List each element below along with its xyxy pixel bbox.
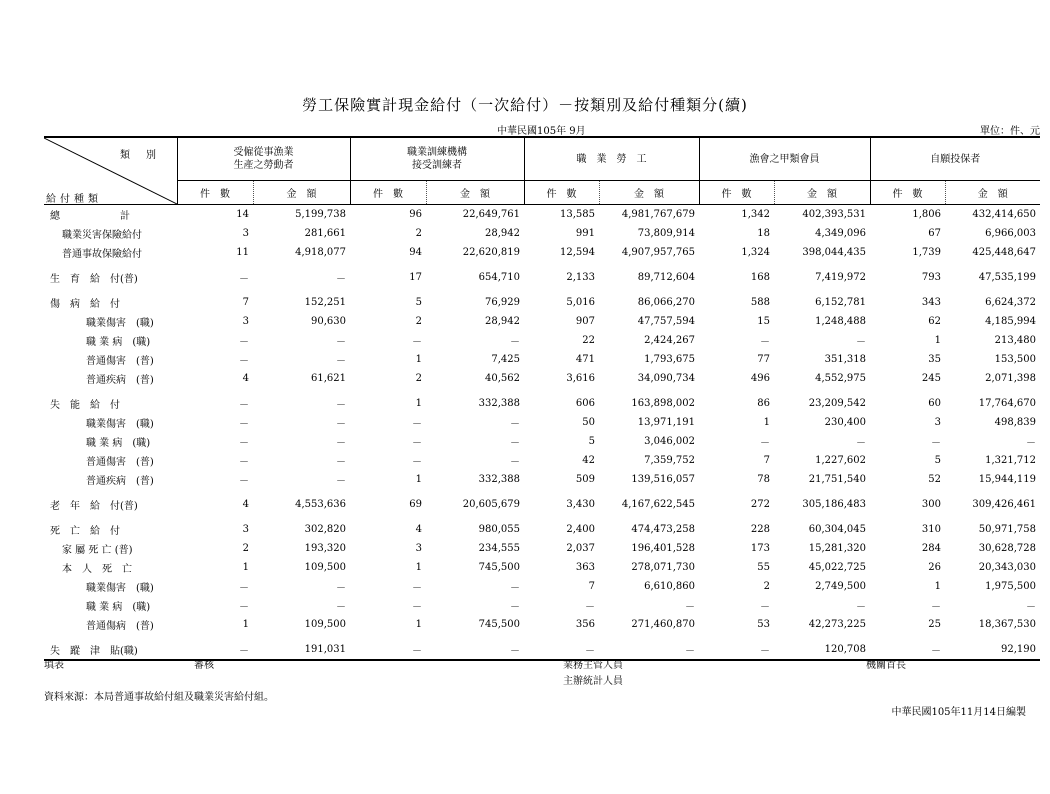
table-row (44, 394, 1040, 413)
amount-cell: 1,975,500 (985, 581, 1036, 592)
row-label: 普通疾病 (普) (86, 476, 154, 487)
amount-cell: 4,553,636 (295, 499, 346, 510)
amount-cell: 281,661 (304, 228, 346, 239)
amount-cell: 5,199,738 (295, 209, 346, 220)
amount-header: 金 額 (426, 181, 524, 205)
count-cell: 35 (928, 354, 941, 365)
amount-cell: 86,066,270 (637, 297, 695, 308)
amount-cell: 1,227,602 (815, 455, 866, 466)
amount-cell: － (336, 602, 346, 613)
amount-cell: 22,620,819 (462, 247, 520, 258)
amount-cell: 30,628,728 (978, 543, 1036, 554)
amount-cell: 47,757,594 (637, 316, 695, 327)
count-cell: － (239, 419, 249, 430)
amount-cell: － (336, 274, 346, 285)
count-cell: 3 (415, 543, 422, 554)
table-row (44, 331, 1040, 350)
table-row (44, 451, 1040, 470)
count-header: 件 數 (524, 181, 599, 205)
amount-cell: 76,929 (485, 297, 520, 308)
count-cell: 5 (934, 455, 941, 466)
amount-cell: 332,388 (478, 474, 520, 485)
amount-cell: 153,500 (994, 354, 1036, 365)
footer-statistician: 主辦統計人員 (563, 676, 623, 687)
table-row (44, 369, 1040, 388)
amount-cell: 47,535,199 (978, 272, 1036, 283)
table-row (44, 432, 1040, 451)
count-cell: 284 (921, 543, 941, 554)
table-corner-header (44, 137, 177, 205)
count-cell: 22 (582, 335, 595, 346)
table-row (44, 470, 1040, 489)
amount-cell: 50,971,758 (978, 524, 1036, 535)
table-row (44, 205, 1040, 225)
count-cell: 5 (588, 436, 595, 447)
count-cell: 496 (750, 373, 770, 384)
amount-cell: 191,031 (253, 640, 350, 660)
amount-cell: 15,944,119 (978, 474, 1036, 485)
row-label: 職業傷害 (職) (86, 318, 154, 329)
count-cell: 2 (415, 228, 422, 239)
count-cell: － (870, 640, 945, 660)
amount-cell: 109,500 (304, 562, 346, 573)
count-cell: 26 (928, 562, 941, 573)
amount-cell: 4,981,767,679 (621, 209, 695, 220)
row-label: 普通傷害 (普) (86, 356, 154, 367)
amount-cell: 2,424,267 (644, 335, 695, 346)
row-label: 生 育 給 付(普) (50, 274, 138, 285)
amount-cell: 20,605,679 (462, 499, 520, 510)
amount-cell: 7,359,752 (644, 455, 695, 466)
amount-cell: 4,349,096 (815, 228, 866, 239)
amount-cell: 425,448,647 (972, 247, 1036, 258)
amount-cell: － (336, 337, 346, 348)
amount-cell: 92,190 (945, 640, 1040, 660)
count-cell: － (239, 337, 249, 348)
amount-header: 金 額 (945, 181, 1040, 205)
count-cell: － (760, 337, 770, 348)
count-cell: － (239, 356, 249, 367)
report-period: 中華民國105年 9月 (497, 126, 586, 137)
count-cell: 588 (750, 297, 770, 308)
row-label: 職業災害保險給付 (62, 230, 142, 241)
group-header-fishery-workers: 受僱從事漁業 生產之勞動者 (177, 137, 350, 181)
amount-cell: 654,710 (478, 272, 520, 283)
table-row (44, 577, 1040, 596)
count-cell: － (239, 602, 249, 613)
amount-cell: － (336, 356, 346, 367)
count-cell: 55 (757, 562, 770, 573)
count-cell: 1 (242, 619, 249, 630)
amount-cell: － (510, 337, 520, 348)
amount-cell: 1,248,488 (815, 316, 866, 327)
count-cell: 1 (415, 562, 422, 573)
count-cell: 2,400 (566, 524, 595, 535)
amount-cell: 61,621 (311, 373, 346, 384)
count-cell: 310 (921, 524, 941, 535)
count-cell: － (412, 583, 422, 594)
count-cell: － (760, 602, 770, 613)
amount-cell: 21,751,540 (808, 474, 866, 485)
amount-cell: － (1026, 438, 1036, 449)
count-cell: － (412, 337, 422, 348)
count-cell: 991 (575, 228, 595, 239)
count-cell: 343 (921, 297, 941, 308)
table-row (44, 350, 1040, 369)
count-header: 件 數 (870, 181, 945, 205)
amount-cell: 309,426,461 (972, 499, 1036, 510)
group-header-occupational-workers: 職 業 勞 工 (524, 137, 699, 181)
count-cell: 4 (415, 524, 422, 535)
count-cell: － (350, 640, 426, 660)
count-cell: 42 (582, 455, 595, 466)
table-row (44, 268, 1040, 287)
row-label: 職業傷害 (職) (86, 419, 154, 430)
group-header-voluntary-insured: 自願投保者 (870, 137, 1040, 181)
table-row (44, 596, 1040, 615)
count-cell: 11 (236, 247, 249, 258)
count-cell: 2,037 (566, 543, 595, 554)
count-cell: 3,616 (566, 373, 595, 384)
count-cell: － (177, 640, 253, 660)
amount-cell: 4,185,994 (985, 316, 1036, 327)
count-cell: 1 (415, 398, 422, 409)
count-cell: 1 (415, 619, 422, 630)
count-cell: 7 (588, 581, 595, 592)
amount-header: 金 額 (774, 181, 870, 205)
row-label: 普通疾病 (普) (86, 375, 154, 386)
amount-cell: － (1026, 602, 1036, 613)
amount-cell: 234,555 (478, 543, 520, 554)
amount-cell: － (510, 602, 520, 613)
amount-cell: 90,630 (311, 316, 346, 327)
amount-cell: 213,480 (994, 335, 1036, 346)
amount-cell: － (510, 438, 520, 449)
table-row (44, 558, 1040, 577)
row-label: 死 亡 給 付 (50, 526, 120, 537)
footer-fill-by: 填表 (44, 660, 64, 671)
count-cell: － (931, 602, 941, 613)
count-cell: － (239, 274, 249, 285)
footer-compiled-date: 中華民國105年11月14日編製 (891, 707, 1026, 718)
amount-header: 金 額 (599, 181, 699, 205)
page-title: 勞工保險實計現金給付（一次給付）－按類別及給付種類分(續) (302, 96, 748, 114)
count-header: 件 數 (350, 181, 426, 205)
count-cell: 509 (575, 474, 595, 485)
row-label: 普通傷病 (普) (86, 621, 154, 632)
row-label: 總 計 (50, 211, 130, 222)
amount-cell: 139,516,057 (631, 474, 695, 485)
count-cell: － (239, 583, 249, 594)
count-cell: － (239, 476, 249, 487)
amount-cell: 73,809,914 (637, 228, 695, 239)
amount-cell: － (856, 337, 866, 348)
amount-cell: 15,281,320 (808, 543, 866, 554)
count-cell: － (412, 438, 422, 449)
row-label: 失 蹤 津 貼(職) (44, 640, 177, 660)
amount-cell: 4,167,622,545 (621, 499, 695, 510)
count-cell: 228 (750, 524, 770, 535)
count-header: 件 數 (699, 181, 774, 205)
amount-cell: 278,071,730 (631, 562, 695, 573)
count-cell: 13,585 (560, 209, 595, 220)
amount-cell: 6,966,003 (985, 228, 1036, 239)
amount-cell: 2,071,398 (985, 373, 1036, 384)
count-cell: － (239, 438, 249, 449)
amount-cell: 109,500 (304, 619, 346, 630)
count-cell: 15 (757, 316, 770, 327)
count-cell: － (760, 438, 770, 449)
count-cell: 4 (242, 373, 249, 384)
group-header-fishermen-members: 漁會之甲類會員 (699, 137, 870, 181)
corner-benefit-label: 給付種類 (46, 194, 102, 205)
count-header: 件 數 (177, 181, 253, 205)
count-cell: 2 (763, 581, 770, 592)
amount-cell: 6,624,372 (985, 297, 1036, 308)
amount-cell: 120,708 (774, 640, 870, 660)
count-cell: 3 (242, 524, 249, 535)
count-cell: 60 (928, 398, 941, 409)
count-cell: 96 (409, 209, 422, 220)
amount-cell: － (336, 457, 346, 468)
count-cell: 1 (242, 562, 249, 573)
amount-cell: 1,321,712 (985, 455, 1036, 466)
amount-cell: 271,460,870 (631, 619, 695, 630)
count-cell: 907 (575, 316, 595, 327)
table-row (44, 539, 1040, 558)
count-cell: 14 (236, 209, 249, 220)
footer-source: 資料來源：本局普通事故給付組及職業災害給付組。 (44, 692, 274, 703)
count-cell: 12,594 (560, 247, 595, 258)
count-cell: 1,342 (741, 209, 770, 220)
amount-cell: 196,401,528 (631, 543, 695, 554)
amount-cell: 4,918,077 (295, 247, 346, 258)
row-label: 本 人 死 亡 (62, 564, 132, 575)
count-cell: － (239, 457, 249, 468)
row-label: 失 能 給 付 (50, 400, 120, 411)
amount-cell: 474,473,258 (631, 524, 695, 535)
amount-cell: 17,764,670 (978, 398, 1036, 409)
amount-cell: 42,273,225 (808, 619, 866, 630)
amount-cell: － (510, 457, 520, 468)
count-cell: 5 (415, 297, 422, 308)
table-row (44, 520, 1040, 539)
table-body (44, 205, 1040, 661)
amount-cell: 22,649,761 (462, 209, 520, 220)
amount-cell: 332,388 (478, 398, 520, 409)
amount-cell: 7,419,972 (815, 272, 866, 283)
amount-cell: 6,610,860 (644, 581, 695, 592)
amount-cell: 60,304,045 (808, 524, 866, 535)
amount-cell: 351,318 (824, 354, 866, 365)
table-row (44, 413, 1040, 432)
amount-cell: 305,186,483 (802, 499, 866, 510)
table-row (44, 615, 1040, 634)
corner-category-label: 類別 (120, 150, 172, 161)
amount-cell: 20,343,030 (978, 562, 1036, 573)
count-cell: 67 (928, 228, 941, 239)
count-cell: 18 (757, 228, 770, 239)
count-cell: 77 (757, 354, 770, 365)
count-cell: 245 (921, 373, 941, 384)
amount-cell: 398,044,435 (802, 247, 866, 258)
count-cell: 5,016 (566, 297, 595, 308)
count-cell: 3 (242, 228, 249, 239)
amount-header: 金 額 (253, 181, 350, 205)
amount-cell: － (336, 438, 346, 449)
count-cell: － (412, 419, 422, 430)
amount-cell: 6,152,781 (815, 297, 866, 308)
row-label: 職業傷害 (職) (86, 583, 154, 594)
count-cell: 173 (750, 543, 770, 554)
amount-cell: － (856, 438, 866, 449)
amount-cell: － (336, 476, 346, 487)
amount-cell: 745,500 (478, 562, 520, 573)
table-row (44, 293, 1040, 312)
count-cell: 272 (750, 499, 770, 510)
amount-cell: 89,712,604 (637, 272, 695, 283)
amount-cell: － (599, 640, 699, 660)
amount-cell: 745,500 (478, 619, 520, 630)
footer-head: 機關首長 (866, 660, 906, 671)
amount-cell: 28,942 (485, 316, 520, 327)
amount-cell: 163,898,002 (631, 398, 695, 409)
count-cell: 1 (415, 474, 422, 485)
count-cell: 168 (750, 272, 770, 283)
count-cell: 2 (415, 373, 422, 384)
footer-supervisor: 業務主管人員 (563, 660, 623, 671)
count-cell: 53 (757, 619, 770, 630)
table-row (44, 312, 1040, 331)
amount-cell: － (510, 419, 520, 430)
amount-cell: － (336, 583, 346, 594)
amount-cell: 230,400 (824, 417, 866, 428)
count-cell: 2 (242, 543, 249, 554)
count-cell: 1,324 (741, 247, 770, 258)
count-cell: 1 (934, 335, 941, 346)
count-cell: 606 (575, 398, 595, 409)
count-cell: 7 (242, 297, 249, 308)
row-label: 職 業 病 (職) (86, 602, 151, 613)
amount-cell: 13,971,191 (637, 417, 695, 428)
amount-cell: 302,820 (304, 524, 346, 535)
amount-cell: 40,562 (485, 373, 520, 384)
count-cell: － (524, 640, 599, 660)
amount-cell: 18,367,530 (978, 619, 1036, 630)
amount-cell: 2,749,500 (815, 581, 866, 592)
amount-cell: 498,839 (994, 417, 1036, 428)
count-cell: 1 (763, 417, 770, 428)
count-cell: － (239, 400, 249, 411)
row-label: 普通傷害 (普) (86, 457, 154, 468)
count-cell: 300 (921, 499, 941, 510)
count-cell: 62 (928, 316, 941, 327)
footer-review: 審核 (194, 660, 214, 671)
count-cell: 25 (928, 619, 941, 630)
amount-cell: 28,942 (485, 228, 520, 239)
amount-cell: 4,552,975 (815, 373, 866, 384)
count-cell: 50 (582, 417, 595, 428)
count-cell: 2,133 (566, 272, 595, 283)
amount-cell: － (510, 583, 520, 594)
amount-cell: 432,414,650 (972, 209, 1036, 220)
count-cell: 1 (415, 354, 422, 365)
count-cell: 94 (409, 247, 422, 258)
unit-label: 單位：件、元 (980, 126, 1040, 137)
count-cell: 2 (415, 316, 422, 327)
count-cell: 3 (934, 417, 941, 428)
row-label: 職 業 病 (職) (86, 337, 151, 348)
benefit-table (44, 136, 1040, 661)
count-cell: 356 (575, 619, 595, 630)
amount-cell: － (336, 419, 346, 430)
count-cell: 52 (928, 474, 941, 485)
amount-cell: 980,055 (478, 524, 520, 535)
amount-cell: 34,090,734 (637, 373, 695, 384)
group-header-vocational-trainees: 職業訓練機構 接受訓練者 (350, 137, 524, 181)
row-label: 普通事故保險給付 (62, 249, 142, 260)
amount-cell: － (426, 640, 524, 660)
table-row (44, 495, 1040, 514)
row-label: 老 年 給 付(普) (50, 501, 138, 512)
table-row (44, 224, 1040, 243)
count-cell: － (699, 640, 774, 660)
count-cell: － (412, 457, 422, 468)
amount-cell: － (856, 602, 866, 613)
count-cell: － (412, 602, 422, 613)
amount-cell: 402,393,531 (802, 209, 866, 220)
row-label: 職 業 病 (職) (86, 438, 151, 449)
amount-cell: － (685, 602, 695, 613)
row-label: 傷 病 給 付 (50, 299, 120, 310)
count-cell: 1,806 (912, 209, 941, 220)
count-cell: 78 (757, 474, 770, 485)
count-cell: 363 (575, 562, 595, 573)
count-cell: 3 (242, 316, 249, 327)
count-cell: 1,739 (912, 247, 941, 258)
table-row (44, 243, 1040, 262)
count-cell: － (931, 438, 941, 449)
count-cell: 7 (763, 455, 770, 466)
amount-cell: 1,793,675 (644, 354, 695, 365)
count-cell: 86 (757, 398, 770, 409)
count-cell: 69 (409, 499, 422, 510)
amount-cell: 4,907,957,765 (621, 247, 695, 258)
amount-cell: 7,425 (491, 354, 520, 365)
count-cell: － (585, 602, 595, 613)
amount-cell: 193,320 (304, 543, 346, 554)
count-cell: 4 (242, 499, 249, 510)
amount-cell: 45,022,725 (808, 562, 866, 573)
count-cell: 793 (921, 272, 941, 283)
count-cell: 3,430 (566, 499, 595, 510)
amount-cell: 3,046,002 (644, 436, 695, 447)
amount-cell: － (336, 400, 346, 411)
count-cell: 471 (575, 354, 595, 365)
amount-cell: 23,209,542 (808, 398, 866, 409)
count-cell: 1 (934, 581, 941, 592)
row-label: 家 屬 死 亡 (普) (62, 545, 133, 556)
amount-cell: 152,251 (304, 297, 346, 308)
count-cell: 17 (409, 272, 422, 283)
